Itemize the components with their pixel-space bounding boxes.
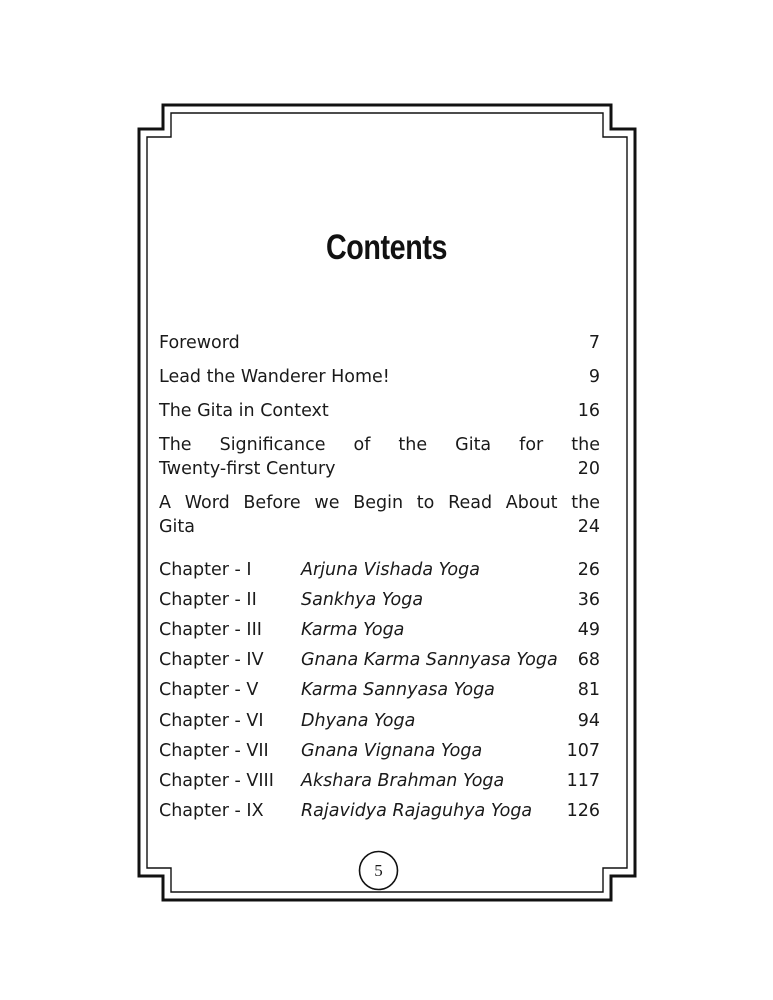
chapter-row [159, 709, 600, 733]
chapter-page-number: 126 [566, 800, 600, 821]
chapter-page-number: 94 [577, 710, 600, 731]
toc-entry [159, 491, 600, 539]
chapter-row [159, 618, 600, 642]
chapter-label: Chapter - V [159, 680, 259, 701]
toc-page-number: 9 [588, 367, 600, 387]
chapter-row [159, 558, 600, 582]
chapter-page-number: 68 [577, 650, 600, 671]
toc-entry [159, 365, 600, 389]
chapter-yoga-name: Sankhya Yoga [301, 590, 424, 611]
toc-entry [159, 399, 600, 423]
chapter-label: Chapter - IV [159, 650, 264, 671]
chapter-yoga-name: Gnana Vignana Yoga [301, 740, 483, 761]
page-number: 5 [374, 861, 383, 880]
chapter-page-number: 117 [566, 770, 600, 791]
chapter-yoga-name: Dhyana Yoga [301, 710, 416, 731]
toc-entry-title: Lead the Wanderer Home! [159, 367, 390, 387]
chapter-row [159, 648, 600, 672]
chapter-label: Chapter - I [159, 560, 252, 580]
chapter-page-number: 49 [577, 620, 600, 641]
chapter-row [159, 799, 600, 823]
chapter-yoga-name: Karma Sannyasa Yoga [301, 680, 495, 701]
toc-entry-title: Foreword [159, 333, 240, 353]
chapter-label: Chapter - VI [159, 710, 264, 731]
chapter-page-number: 81 [577, 680, 600, 701]
chapter-yoga-name: Arjuna Vishada Yoga [301, 560, 480, 580]
toc-page-number: 7 [588, 333, 600, 353]
chapter-row [159, 739, 600, 763]
chapter-label: Chapter - III [159, 620, 262, 641]
toc-entry [159, 331, 600, 355]
chapter-row [159, 588, 600, 612]
chapter-yoga-name: Gnana Karma Sannyasa Yoga [301, 650, 558, 671]
page-title: Contents [325, 228, 448, 267]
toc-entry-title: The Gita in Context [159, 401, 329, 421]
chapter-row [159, 678, 600, 702]
chapter-yoga-name: Akshara Brahman Yoga [301, 770, 505, 791]
chapter-label: Chapter - IX [159, 800, 264, 821]
chapter-page-number: 26 [577, 560, 600, 580]
toc-page-number: 16 [577, 401, 600, 421]
toc-entry-title: The Significance of the Gita for the [159, 435, 600, 455]
chapter-label: Chapter - VIII [159, 770, 274, 791]
toc-entry-title: Gita [159, 517, 196, 537]
toc-entry-title: Twenty-first Century [159, 459, 336, 479]
chapter-label: Chapter - II [159, 590, 257, 611]
chapter-yoga-name: Rajavidya Rajaguhya Yoga [301, 800, 533, 821]
chapter-row [159, 769, 600, 793]
toc-entry [159, 433, 600, 481]
chapter-page-number: 36 [577, 590, 600, 611]
chapter-yoga-name: Karma Yoga [301, 620, 405, 641]
chapter-page-number: 107 [566, 740, 600, 761]
toc-page-number: 20 [577, 459, 600, 479]
toc-entry-title: A Word Before we Begin to Read About the [159, 493, 600, 513]
chapter-label: Chapter - VII [159, 740, 269, 761]
toc-page-number: 24 [577, 517, 600, 537]
